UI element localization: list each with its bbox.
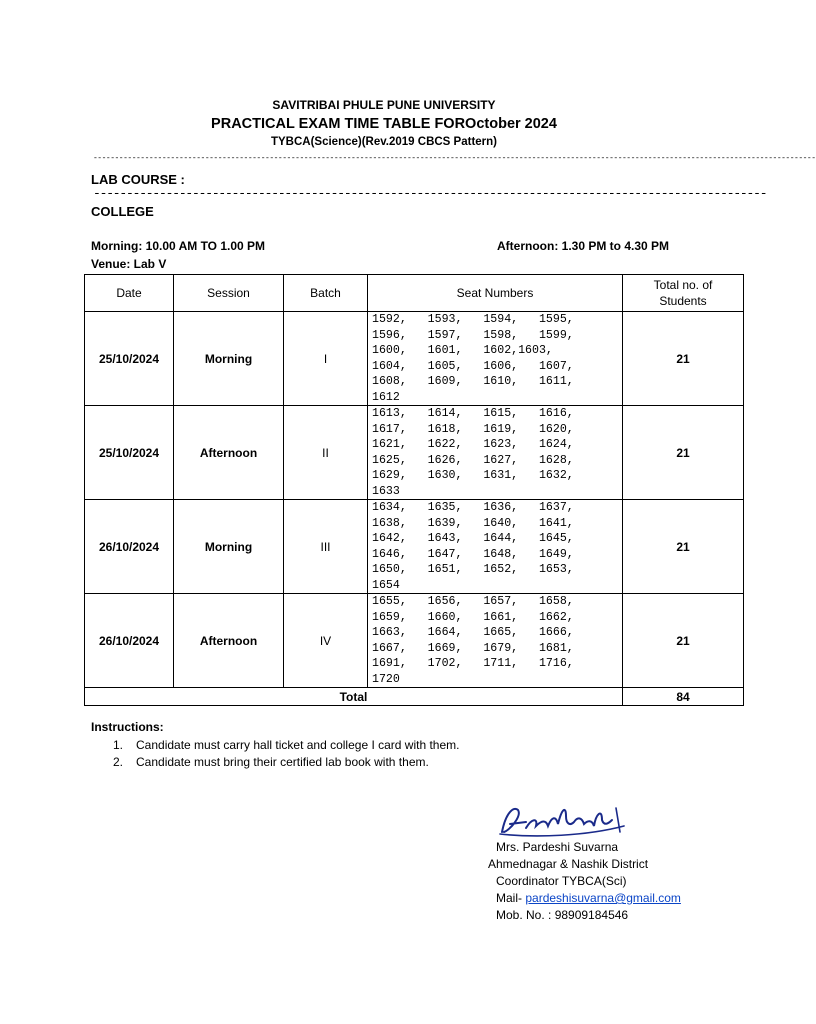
university-name: SAVITRIBAI PHULE PUNE UNIVERSITY [272,98,496,112]
list-item-number: 2. [113,755,124,769]
cell-batch: II [284,406,368,500]
header-batch: Batch [284,275,368,312]
cell-session: Morning [174,312,284,406]
cell-seat-numbers: 1655, 1656, 1657, 1658, 1659, 1660, 1661, 1662, 1663, 1664, 1665, 1666, 1667, 1669, 1679, 1681, 1691, 1702, 1711, 1716, 1720 [368,594,623,688]
table-row [85,594,744,688]
header-total-line1: Total no. of [653,278,713,292]
cell-seat-numbers: 1592, 1593, 1594, 1595, 1596, 1597, 1598, 1599, 1600, 1601, 1602,1603, 1604, 1605, 1606, 1607, 1608, 1609, 1610, 1611, 1612 [368,312,623,406]
cell-seat-numbers: 1613, 1614, 1615, 1616, 1617, 1618, 1619, 1620, 1621, 1622, 1623, 1624, 1625, 1626, 1627, 1628, 1629, 1630, 1631, 1632, 1633 [368,406,623,500]
table-row [85,312,744,406]
coordinator-block [488,839,681,924]
table-header-row [85,275,744,312]
list-item-number: 1. [113,738,124,752]
cell-batch: I [284,312,368,406]
coordinator-district: Ahmednagar & Nashik District [488,857,649,871]
list-item [91,737,459,754]
list-item-text: Candidate must bring their certified lab book with them. [136,755,429,769]
cell-date: 26/10/2024 [85,500,174,594]
signature-image [496,802,628,840]
cell-total: 21 [623,312,744,406]
course-subtitle: TYBCA(Science)(Rev.2019 CBCS Pattern) [270,136,498,148]
coordinator-mobile: Mob. No. : 98909184546 [496,908,629,922]
afternoon-timing: Afternoon: 1.30 PM to 4.30 PM [497,239,670,253]
cell-batch: IV [284,594,368,688]
total-label: Total [85,688,623,706]
cell-total: 21 [623,594,744,688]
grand-total: 84 [623,688,744,706]
coordinator-role: Coordinator TYBCA(Sci) [496,874,627,888]
cell-date: 26/10/2024 [85,594,174,688]
header-total-students [623,275,744,312]
header-session: Session [174,275,284,312]
page-title: PRACTICAL EXAM TIME TABLE FOROctober 2024 [211,116,557,132]
instructions-list [91,737,459,771]
cell-batch: III [284,500,368,594]
venue: Venue: Lab V [91,257,167,271]
timetable [84,274,744,706]
cell-total: 21 [623,500,744,594]
header-date: Date [85,275,174,312]
cell-session: Afternoon [174,594,284,688]
table-total-row [85,688,744,706]
list-item [91,754,459,771]
lab-course-label: LAB COURSE : [91,172,185,187]
cell-session: Afternoon [174,406,284,500]
header-total-line2: Students [659,294,707,308]
cell-date: 25/10/2024 [85,406,174,500]
coordinator-name: Mrs. Pardeshi Suvarna [496,840,619,854]
table-row [85,406,744,500]
separator-thick: ------------------------------------------------------------------------------------------------------ [93,186,767,201]
cell-date: 25/10/2024 [85,312,174,406]
email-link[interactable]: pardeshisuvarna@gmail.com [525,891,681,905]
cell-total: 21 [623,406,744,500]
mail-label: Mail- [496,891,526,905]
list-item-text: Candidate must carry hall ticket and college I card with them. [136,738,460,752]
instructions-heading: Instructions: [91,720,164,734]
table-row [85,500,744,594]
cell-session: Morning [174,500,284,594]
morning-timing: Morning: 10.00 AM TO 1.00 PM [91,239,266,253]
coordinator-mail [488,890,681,907]
header-seat-numbers: Seat Numbers [368,275,623,312]
cell-seat-numbers: 1634, 1635, 1636, 1637, 1638, 1639, 1640, 1641, 1642, 1643, 1644, 1645, 1646, 1647, 1648, 1649, 1650, 1651, 1652, 1653, 1654 [368,500,623,594]
separator-thin: ------------------------------------------------------------------------------------------------------------------------------------------------------------------------ [93,154,816,163]
college-label: COLLEGE [91,204,154,219]
